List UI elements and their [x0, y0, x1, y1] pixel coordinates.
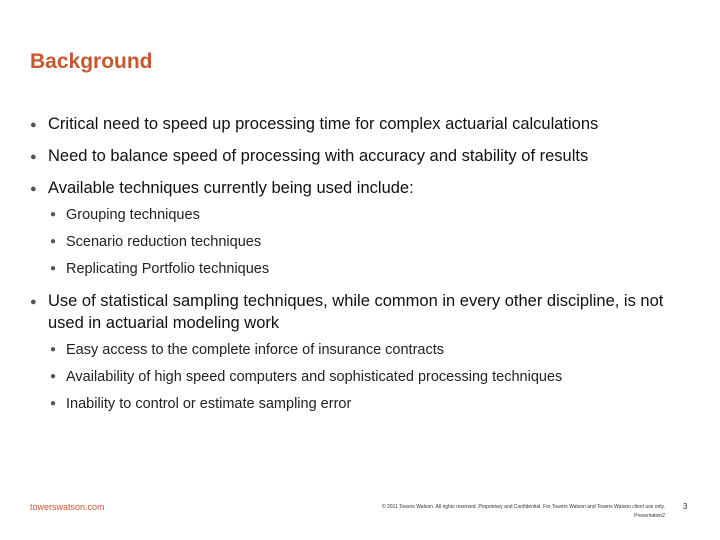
bullet-dot-icon: ● [30, 183, 37, 195]
sub-bullet-dot-icon: ● [50, 263, 57, 274]
sub-bullet-dot-icon: ● [50, 398, 57, 409]
sub-bullet-text: Inability to control or estimate sampling error [66, 396, 352, 412]
bullet-text: Use of statistical sampling techniques, while common in every other discipline, is not used in actuarial modeling work [48, 292, 664, 332]
sub-bullet-dot-icon: ● [50, 209, 57, 220]
footer-brand-link[interactable]: towerswatson.com [30, 502, 105, 512]
footer-legal-text [300, 503, 665, 521]
footer-legal-line2: Presentation2 [634, 513, 665, 519]
sub-bullet-text: Replicating Portfolio techniques [66, 261, 270, 277]
sub-bullet-dot-icon: ● [50, 371, 57, 382]
bullet-text: Critical need to speed up processing time for complex actuarial calculations [48, 115, 599, 133]
bullet-text: Available techniques currently being used include: [48, 179, 414, 197]
bullet-dot-icon: ● [30, 119, 37, 131]
bullet-dot-icon: ● [30, 151, 37, 163]
footer-legal-line1: © 2011 Towers Watson. All rights reserved. Proprietary and Confidential. For Towers Watson and Towers Watson client use only. [381, 504, 665, 510]
bullet-dot-icon: ● [30, 296, 37, 308]
sub-bullet-dot-icon: ● [50, 236, 57, 247]
bullet-text: Need to balance speed of processing with accuracy and stability of results [48, 147, 589, 165]
sub-bullet-text: Easy access to the complete inforce of insurance contracts [66, 342, 444, 358]
sub-bullet-text: Scenario reduction techniques [66, 234, 262, 250]
page-number: 3 [683, 502, 688, 511]
slide-title: Background [30, 50, 153, 73]
sub-bullet-dot-icon: ● [50, 344, 57, 355]
sub-bullet-text: Grouping techniques [66, 207, 200, 223]
sub-bullet-text: Availability of high speed computers and sophisticated processing techniques [66, 369, 563, 385]
